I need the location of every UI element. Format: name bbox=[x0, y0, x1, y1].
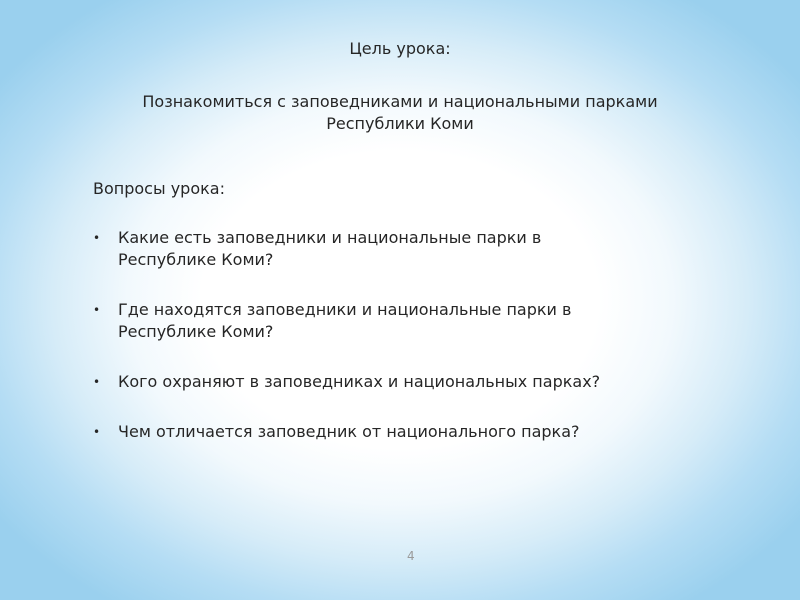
question-item bbox=[93, 227, 653, 271]
question-line: Республике Коми? bbox=[118, 250, 274, 269]
question-item bbox=[93, 299, 653, 343]
goal-text bbox=[0, 91, 800, 135]
bullet-icon: • bbox=[93, 231, 101, 245]
question-item bbox=[93, 371, 653, 393]
question-line: Республике Коми? bbox=[118, 322, 274, 341]
goal-text-line-2: Республики Коми bbox=[326, 114, 474, 133]
bullet-icon: • bbox=[93, 375, 101, 389]
goal-heading: Цель урока: bbox=[349, 39, 451, 58]
question-line: Кого охраняют в заповедниках и национальных парках? bbox=[118, 372, 601, 391]
question-item bbox=[93, 421, 653, 443]
question-line: Какие есть заповедники и национальные парки в bbox=[118, 228, 542, 247]
page-number: 4 bbox=[407, 549, 415, 563]
goal-text-line-1: Познакомиться с заповедниками и национальными парками bbox=[142, 92, 658, 111]
questions-heading: Вопросы урока: bbox=[93, 179, 225, 198]
questions-list bbox=[93, 227, 653, 471]
bullet-icon: • bbox=[93, 425, 101, 439]
question-line: Чем отличается заповедник от национального парка? bbox=[118, 422, 580, 441]
bullet-icon: • bbox=[93, 303, 101, 317]
question-line: Где находятся заповедники и национальные парки в bbox=[118, 300, 572, 319]
